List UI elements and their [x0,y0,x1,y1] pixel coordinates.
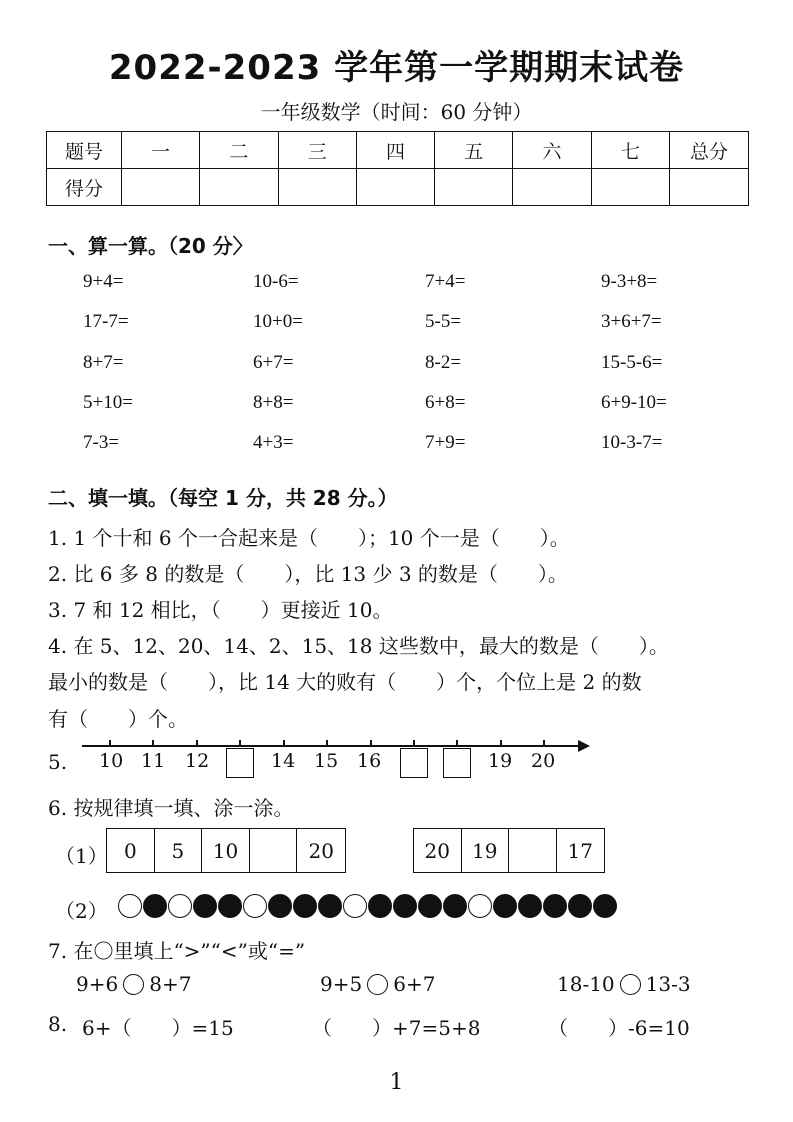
question-1: 1. 1 个十和 6 个一合起来是（ ）；10 个一是（ ）。 [48,526,570,550]
score-input-cell[interactable] [122,169,200,206]
score-cell: 三 [278,132,356,169]
score-cell: 五 [435,132,513,169]
sequence-cell: 17 [567,838,593,863]
score-input-cell[interactable] [670,169,749,206]
question-2: 2. 比 6 多 8 的数是（ ），比 13 少 3 的数是（ ）。 [48,562,568,586]
question-5-label: 5. [48,750,68,774]
black-bead-icon [143,894,167,918]
score-input-cell[interactable] [591,169,669,206]
number-line-tick [283,740,285,747]
question-8-label: 8. [48,1012,68,1036]
black-bead-icon [493,894,517,918]
number-line-tick [326,740,328,747]
number-line-label: 14 [271,750,296,772]
calc-item: 6+7= [253,352,294,373]
calc-item: 10+0= [253,311,303,332]
question-8-item: 6+（ ）=15 [82,1016,234,1040]
number-line-tick [543,740,545,747]
black-bead-icon [518,894,542,918]
score-cell: 四 [356,132,434,169]
number-line-label: 11 [141,750,166,772]
number-line-tick [196,740,198,747]
black-bead-icon [543,894,567,918]
calc-item: 8+8= [253,392,294,413]
question-3: 3. 7 和 12 相比，（ ）更接近 10。 [48,598,393,622]
calc-item: 6+8= [425,392,466,413]
arrow-right-icon [578,740,590,752]
calc-item: 10-3-7= [601,432,663,453]
black-bead-icon [193,894,217,918]
score-input-cell[interactable] [356,169,434,206]
exam-subtitle: 一年级数学（时间：60 分钟） [260,100,533,124]
score-cell: 题号 [47,132,122,169]
sequence-cell: 10 [202,829,250,872]
number-line-tick [109,740,111,747]
compare-left: 9+5 [320,972,363,996]
score-cell: 总分 [670,132,749,169]
number-line-answer-box[interactable] [443,748,471,778]
number-line-label: 10 [99,750,124,772]
compare-circle[interactable] [123,974,144,995]
number-line-tick [456,740,458,747]
number-line-tick [370,740,372,747]
number-line-answer-box[interactable] [400,748,428,778]
sequence-blank-cell[interactable] [509,829,557,872]
score-table [46,131,749,206]
black-bead-icon [268,894,292,918]
calc-item: 7-3= [83,432,120,453]
question-4-line2: 最小的数是（ ），比 14 大的败有（ ）个，个位上是 2 的数 [48,670,642,694]
sequence-cell: 5 [155,829,203,872]
calc-item: 7+4= [425,271,466,292]
number-line-answer-box[interactable] [226,748,254,778]
sequence-cell: 20 [414,829,462,872]
black-bead-icon [293,894,317,918]
white-bead-icon[interactable] [243,894,267,918]
compare-right: 13-3 [645,972,691,996]
calc-item: 5+10= [83,392,133,413]
number-line-axis [82,745,580,747]
sequence-blank-cell[interactable] [250,829,298,872]
score-cell: 六 [513,132,591,169]
black-bead-icon [568,894,592,918]
score-input-cell[interactable] [200,169,278,206]
calc-item: 10-6= [253,271,299,292]
calc-item: 8+7= [83,352,124,373]
white-bead-icon[interactable] [468,894,492,918]
compare-left: 18-10 [557,972,615,996]
score-cell: 七 [591,132,669,169]
number-line-label: 16 [357,750,382,772]
calc-item: 5-5= [425,311,462,332]
number-line-tick [413,740,415,747]
score-input-cell[interactable] [278,169,356,206]
black-bead-icon [318,894,342,918]
number-line-tick [239,740,241,747]
black-bead-icon [368,894,392,918]
compare-circle[interactable] [367,974,388,995]
question-6: 6. 按规律填一填、涂一涂。 [48,796,294,820]
compare-left: 9+6 [76,972,119,996]
black-bead-icon [218,894,242,918]
white-bead-icon[interactable] [168,894,192,918]
number-line-label: 15 [314,750,339,772]
question-6-part1-label: （1） [55,844,108,868]
question-4-line1: 4. 在 5、12、20、14、2、15、18 这些数中，最大的数是（ ）。 [48,634,669,658]
sequence-boxes-b [413,828,605,873]
calc-item: 17-7= [83,311,129,332]
black-bead-icon [593,894,617,918]
score-cell: 二 [200,132,278,169]
black-bead-icon [393,894,417,918]
compare-circle[interactable] [620,974,641,995]
question-4-line3: 有（ ）个。 [48,707,188,731]
calc-item: 15-5-6= [601,352,663,373]
question-6-part2-label: （2） [55,899,108,923]
number-line-label: 20 [531,750,556,772]
number-line-label: 12 [185,750,210,772]
number-line-tick [500,740,502,747]
calc-item: 3+6+7= [601,311,662,332]
black-bead-icon [443,894,467,918]
compare-item [320,972,435,996]
number-line-tick [152,740,154,747]
white-bead-icon[interactable] [118,894,142,918]
bead-pattern [118,894,618,918]
number-line-label: 19 [488,750,513,772]
calc-item: 7+9= [425,432,466,453]
sequence-cell: 20 [308,838,334,863]
calc-item: 9-3+8= [601,271,658,292]
score-cell: 得分 [47,169,122,206]
sequence-boxes-a [106,828,346,873]
score-input-cell[interactable] [513,169,591,206]
calc-item: 9+4= [83,271,124,292]
section1-heading: 一、算一算。（20 分〉 [48,234,253,258]
question-7: 7. 在〇里填上“>”“<”或“=” [48,939,306,963]
section2-heading: 二、填一填。（每空 1 分，共 28 分。） [48,486,398,510]
sequence-cell: 19 [462,829,510,872]
question-8-item: （ ）+7=5+8 [312,1016,481,1040]
exam-title: 2022-2023 学年第一学期期末试卷 [108,48,685,88]
calc-item: 6+9-10= [601,392,667,413]
compare-item [76,972,191,996]
compare-right: 8+7 [149,972,192,996]
page-number: 1 [389,1070,404,1095]
compare-item [557,972,691,996]
question-8-item: （ ）-6=10 [548,1016,690,1040]
score-cell: 一 [122,132,200,169]
white-bead-icon[interactable] [343,894,367,918]
score-input-cell[interactable] [435,169,513,206]
calc-item: 8-2= [425,352,462,373]
score-table-header-row [47,132,749,169]
sequence-cell: 0 [107,829,155,872]
compare-right: 6+7 [393,972,436,996]
calc-item: 4+3= [253,432,294,453]
black-bead-icon [418,894,442,918]
score-table-score-row [47,169,749,206]
